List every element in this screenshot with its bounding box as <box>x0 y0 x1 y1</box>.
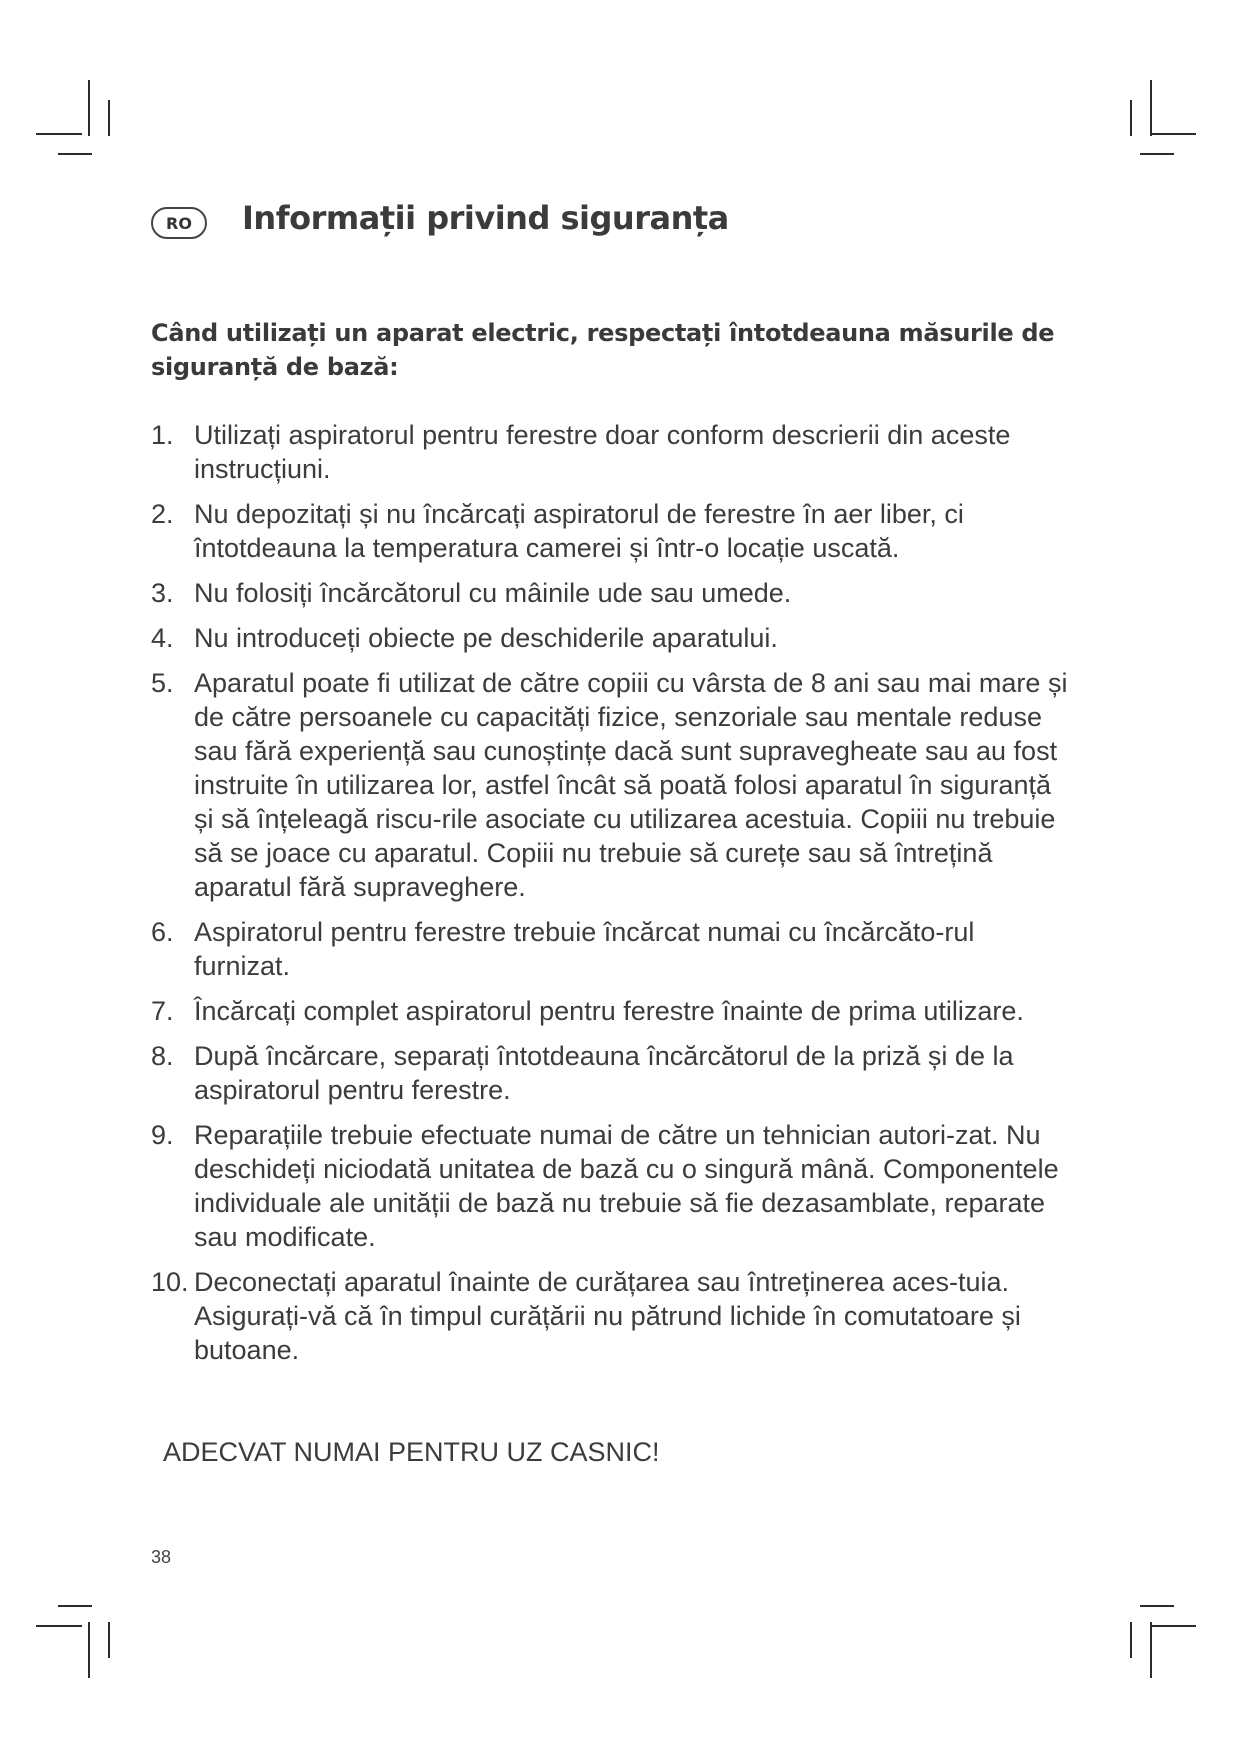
item-text: Deconectați aparatul înainte de curățarea sau întreținerea aces-tuia. Asigurați-vă că în timpul curățării nu pătrund lichide în comutatoare și butoane. <box>194 1267 1021 1365</box>
list-item <box>151 576 1071 610</box>
language-badge: RO <box>151 207 207 239</box>
item-text: Reparațiile trebuie efectuate numai de către un tehnician autori-zat. Nu deschideți niciodată unitatea de bază cu o singură mână. Componentele individuale ale unității de bază nu trebuie să fie dezasamblate, reparate sau modificate. <box>194 1120 1059 1252</box>
item-text: După încărcare, separați întotdeauna încărcătorul de la priză și de la aspiratorul pentru ferestre. <box>194 1041 1014 1105</box>
item-number: 3. <box>151 578 174 608</box>
item-number: 1. <box>151 420 174 450</box>
list-item <box>151 1265 1071 1367</box>
safety-list <box>151 418 1071 1378</box>
list-item <box>151 666 1071 904</box>
household-use-note: ADECVAT NUMAI PENTRU UZ CASNIC! <box>163 1437 660 1467</box>
item-number: 8. <box>151 1041 174 1071</box>
page-title: Informații privind siguranța <box>242 199 729 237</box>
list-item <box>151 1039 1071 1107</box>
list-item <box>151 1118 1071 1254</box>
list-item <box>151 621 1071 655</box>
list-item <box>151 994 1071 1028</box>
item-number: 5. <box>151 668 174 698</box>
item-number: 4. <box>151 623 174 653</box>
item-number: 6. <box>151 917 174 947</box>
intro-text: Când utilizați un aparat electric, respectați întotdeauna măsurile de siguranță de bază: <box>151 319 1055 381</box>
list-item <box>151 418 1071 486</box>
item-text: Utilizați aspiratorul pentru ferestre doar conform descrierii din aceste instrucțiuni. <box>194 420 1011 484</box>
list-item <box>151 497 1071 565</box>
list-item <box>151 915 1071 983</box>
item-text: Nu folosiți încărcătorul cu mâinile ude sau umede. <box>194 578 792 608</box>
item-number: 7. <box>151 996 174 1026</box>
page-number: 38 <box>151 1547 172 1567</box>
item-text: Aspiratorul pentru ferestre trebuie încărcat numai cu încărcăto-rul furnizat. <box>194 917 975 981</box>
item-number: 2. <box>151 499 174 529</box>
item-number: 9. <box>151 1120 174 1150</box>
item-text: Aparatul poate fi utilizat de către copiii cu vârsta de 8 ani sau mai mare și de către persoanele cu capacități fizice, senzoriale sau mentale reduse sau fără experiență sau cunoștințe dacă sunt supravegheate sau au fost instruite în utilizarea lor, astfel încât să poată folosi aparatul în siguranță și să înțeleagă riscu-rile asociate cu utilizarea acestuia. Copiii nu trebuie să se joace cu aparatul. Copiii nu trebuie să curețe sau să întrețină aparatul fără supraveghere. <box>194 668 1068 902</box>
item-text: Nu depozitați și nu încărcați aspiratorul de ferestre în aer liber, ci întotdeauna la temperatura camerei și într-o locație uscată. <box>194 499 964 563</box>
item-number: 10. <box>151 1267 189 1297</box>
item-text: Încărcați complet aspiratorul pentru ferestre înainte de prima utilizare. <box>194 996 1024 1026</box>
item-text: Nu introduceți obiecte pe deschiderile aparatului. <box>194 623 778 653</box>
